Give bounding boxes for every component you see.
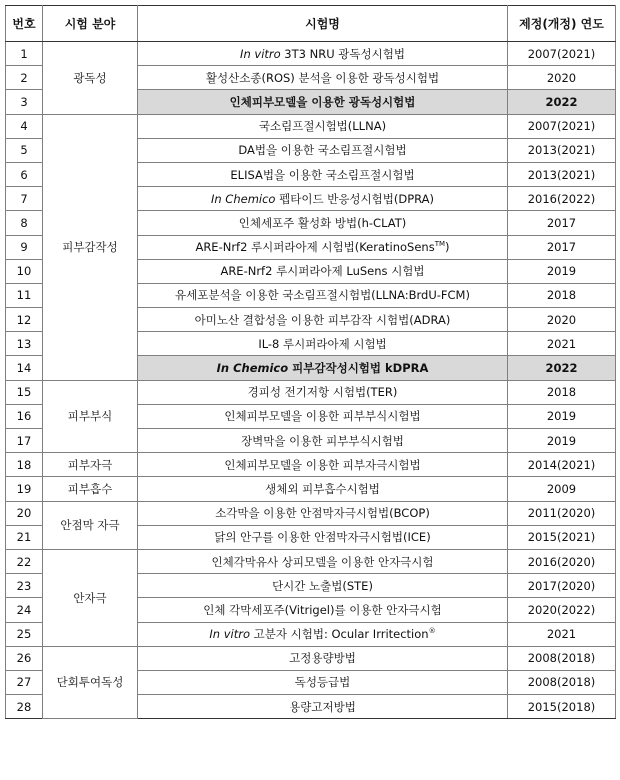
row-number: 11 bbox=[6, 283, 43, 307]
test-name-italic: In Chemico bbox=[210, 191, 276, 206]
test-name-superscript: ® bbox=[428, 627, 436, 636]
row-number: 13 bbox=[6, 332, 43, 356]
row-year: 2007(2021) bbox=[508, 42, 616, 66]
row-number: 23 bbox=[6, 574, 43, 598]
test-name-text: DA법을 이용한 국소림프절시험법 bbox=[238, 143, 407, 158]
test-name-text: 3T3 NRU 광독성시험법 bbox=[280, 46, 405, 61]
test-name-text: ARE-Nrf2 루시퍼라아제 시험법(KeratinoSens bbox=[195, 240, 435, 255]
row-test-name bbox=[138, 332, 508, 356]
test-name-suffix: ) bbox=[445, 240, 450, 255]
table-row bbox=[6, 549, 616, 573]
test-name-text: 독성등급법 bbox=[294, 675, 351, 690]
test-name-text: 활성산소종(ROS) 분석을 이용한 광독성시험법 bbox=[205, 70, 440, 85]
row-number: 4 bbox=[6, 114, 43, 138]
test-name-text: 인체세포주 활성화 방법(h-CLAT) bbox=[238, 215, 407, 230]
row-number: 17 bbox=[6, 429, 43, 453]
row-test-name bbox=[138, 259, 508, 283]
row-year: 2013(2021) bbox=[508, 138, 616, 162]
row-number: 12 bbox=[6, 308, 43, 332]
test-name-italic: In Chemico bbox=[216, 361, 289, 376]
test-name-text: 경피성 전기저항 시험법(TER) bbox=[247, 385, 398, 400]
row-test-name bbox=[138, 622, 508, 646]
header-test-field: 시험 분야 bbox=[43, 6, 138, 42]
row-year: 2020 bbox=[508, 308, 616, 332]
row-number: 24 bbox=[6, 598, 43, 622]
test-name-text: 피부감작성시험법 kDPRA bbox=[288, 361, 429, 376]
row-test-name bbox=[138, 525, 508, 549]
row-year: 2008(2018) bbox=[508, 670, 616, 694]
table-body bbox=[6, 42, 616, 719]
row-year: 2013(2021) bbox=[508, 162, 616, 186]
table-row bbox=[6, 114, 616, 138]
row-year: 2017 bbox=[508, 211, 616, 235]
row-number: 1 bbox=[6, 42, 43, 66]
test-name-text: 인체 각막세포주(Vitrigel)를 이용한 안자극시험 bbox=[203, 602, 442, 617]
row-test-name bbox=[138, 138, 508, 162]
table-row bbox=[6, 453, 616, 477]
row-test-field: 피부감작성 bbox=[43, 114, 138, 380]
test-name-text: 인체피부모델을 이용한 피부자극시험법 bbox=[224, 457, 421, 472]
row-number: 8 bbox=[6, 211, 43, 235]
row-test-name bbox=[138, 90, 508, 114]
row-test-field: 광독성 bbox=[43, 42, 138, 115]
test-name-text: 인체각막유사 상피모델을 이용한 안자극시험 bbox=[211, 554, 434, 569]
row-year: 2020(2022) bbox=[508, 598, 616, 622]
table-row bbox=[6, 501, 616, 525]
test-name-italic: In vitro bbox=[209, 627, 251, 642]
row-test-name bbox=[138, 646, 508, 670]
row-test-name bbox=[138, 598, 508, 622]
test-name-text: 단시간 노출법(STE) bbox=[272, 578, 373, 593]
row-test-field: 안점막 자극 bbox=[43, 501, 138, 549]
row-year: 2017 bbox=[508, 235, 616, 259]
row-number: 9 bbox=[6, 235, 43, 259]
row-test-name bbox=[138, 356, 508, 380]
row-test-name bbox=[138, 380, 508, 404]
table-row bbox=[6, 42, 616, 66]
row-test-field: 안자극 bbox=[43, 549, 138, 646]
test-name-text: 생체외 피부흡수시험법 bbox=[265, 481, 380, 496]
test-name-text: 고정용량방법 bbox=[289, 651, 356, 666]
row-number: 21 bbox=[6, 525, 43, 549]
row-year: 2021 bbox=[508, 332, 616, 356]
row-year: 2018 bbox=[508, 380, 616, 404]
row-test-field: 단회투여독성 bbox=[43, 646, 138, 719]
header-year: 제정(개정) 연도 bbox=[508, 6, 616, 42]
test-name-text: IL-8 루시퍼라아제 시험법 bbox=[258, 336, 387, 351]
test-name-text: 인체피부모델을 이용한 광독성시험법 bbox=[229, 94, 416, 109]
row-number: 28 bbox=[6, 695, 43, 719]
row-year: 2019 bbox=[508, 259, 616, 283]
row-number: 2 bbox=[6, 66, 43, 90]
row-test-name bbox=[138, 670, 508, 694]
row-test-name bbox=[138, 162, 508, 186]
row-test-name bbox=[138, 429, 508, 453]
row-year: 2019 bbox=[508, 404, 616, 428]
row-test-name bbox=[138, 695, 508, 719]
row-test-name bbox=[138, 574, 508, 598]
row-test-name bbox=[138, 42, 508, 66]
row-year: 2014(2021) bbox=[508, 453, 616, 477]
test-name-text: ELISA법을 이용한 국소림프절시험법 bbox=[230, 167, 415, 182]
row-test-name bbox=[138, 235, 508, 259]
row-year: 2019 bbox=[508, 429, 616, 453]
row-test-name bbox=[138, 549, 508, 573]
table-header-row bbox=[6, 6, 616, 42]
row-test-name bbox=[138, 211, 508, 235]
row-test-name bbox=[138, 453, 508, 477]
row-number: 26 bbox=[6, 646, 43, 670]
row-year: 2015(2018) bbox=[508, 695, 616, 719]
table-row bbox=[6, 477, 616, 501]
row-number: 25 bbox=[6, 622, 43, 646]
row-number: 5 bbox=[6, 138, 43, 162]
test-name-text: 국소림프절시험법(LLNA) bbox=[258, 119, 387, 134]
row-year: 2020 bbox=[508, 66, 616, 90]
row-test-name bbox=[138, 477, 508, 501]
table-row bbox=[6, 646, 616, 670]
test-name-text: 닭의 안구를 이용한 안점막자극시험법(ICE) bbox=[214, 530, 431, 545]
row-test-name bbox=[138, 187, 508, 211]
header-test-name: 시험명 bbox=[138, 6, 508, 42]
row-test-field: 피부흡수 bbox=[43, 477, 138, 501]
row-year: 2011(2020) bbox=[508, 501, 616, 525]
row-year: 2016(2020) bbox=[508, 549, 616, 573]
row-number: 27 bbox=[6, 670, 43, 694]
row-test-name bbox=[138, 114, 508, 138]
test-name-text: ARE-Nrf2 루시퍼라아제 LuSens 시험법 bbox=[220, 264, 425, 279]
row-test-field: 피부부식 bbox=[43, 380, 138, 453]
test-name-text: 펩타이드 반응성시험법(DPRA) bbox=[275, 191, 435, 206]
test-name-text: 장벽막을 이용한 피부부식시험법 bbox=[241, 433, 404, 448]
row-year: 2017(2020) bbox=[508, 574, 616, 598]
test-methods-table-container bbox=[5, 5, 615, 719]
row-number: 14 bbox=[6, 356, 43, 380]
row-number: 22 bbox=[6, 549, 43, 573]
row-number: 16 bbox=[6, 404, 43, 428]
test-name-text: 인체피부모델을 이용한 피부부식시험법 bbox=[224, 409, 421, 424]
row-year: 2007(2021) bbox=[508, 114, 616, 138]
table-row bbox=[6, 380, 616, 404]
row-number: 6 bbox=[6, 162, 43, 186]
test-name-text: 아미노산 결합성을 이용한 피부감작 시험법(ADRA) bbox=[194, 312, 451, 327]
row-number: 20 bbox=[6, 501, 43, 525]
row-test-name bbox=[138, 404, 508, 428]
test-name-text: 유세포분석을 이용한 국소림프절시험법(LLNA:BrdU-FCM) bbox=[175, 288, 470, 303]
row-number: 7 bbox=[6, 187, 43, 211]
row-year: 2022 bbox=[508, 356, 616, 380]
row-test-name bbox=[138, 308, 508, 332]
test-name-text: 소각막을 이용한 안점막자극시험법(BCOP) bbox=[215, 506, 430, 521]
test-name-text: 용량고저방법 bbox=[289, 699, 356, 714]
row-number: 10 bbox=[6, 259, 43, 283]
row-year: 2016(2022) bbox=[508, 187, 616, 211]
row-test-name bbox=[138, 501, 508, 525]
row-year: 2015(2021) bbox=[508, 525, 616, 549]
test-name-superscript: TM bbox=[434, 240, 446, 249]
row-test-name bbox=[138, 283, 508, 307]
row-year: 2018 bbox=[508, 283, 616, 307]
row-number: 18 bbox=[6, 453, 43, 477]
test-name-text: 고분자 시험법: Ocular Irritection bbox=[250, 627, 429, 642]
row-number: 3 bbox=[6, 90, 43, 114]
row-test-name bbox=[138, 66, 508, 90]
header-number: 번호 bbox=[6, 6, 43, 42]
row-year: 2022 bbox=[508, 90, 616, 114]
row-test-field: 피부자극 bbox=[43, 453, 138, 477]
row-year: 2009 bbox=[508, 477, 616, 501]
row-number: 15 bbox=[6, 380, 43, 404]
row-year: 2021 bbox=[508, 622, 616, 646]
row-number: 19 bbox=[6, 477, 43, 501]
row-year: 2008(2018) bbox=[508, 646, 616, 670]
test-name-italic: In vitro bbox=[240, 46, 281, 61]
test-methods-table bbox=[5, 5, 616, 719]
